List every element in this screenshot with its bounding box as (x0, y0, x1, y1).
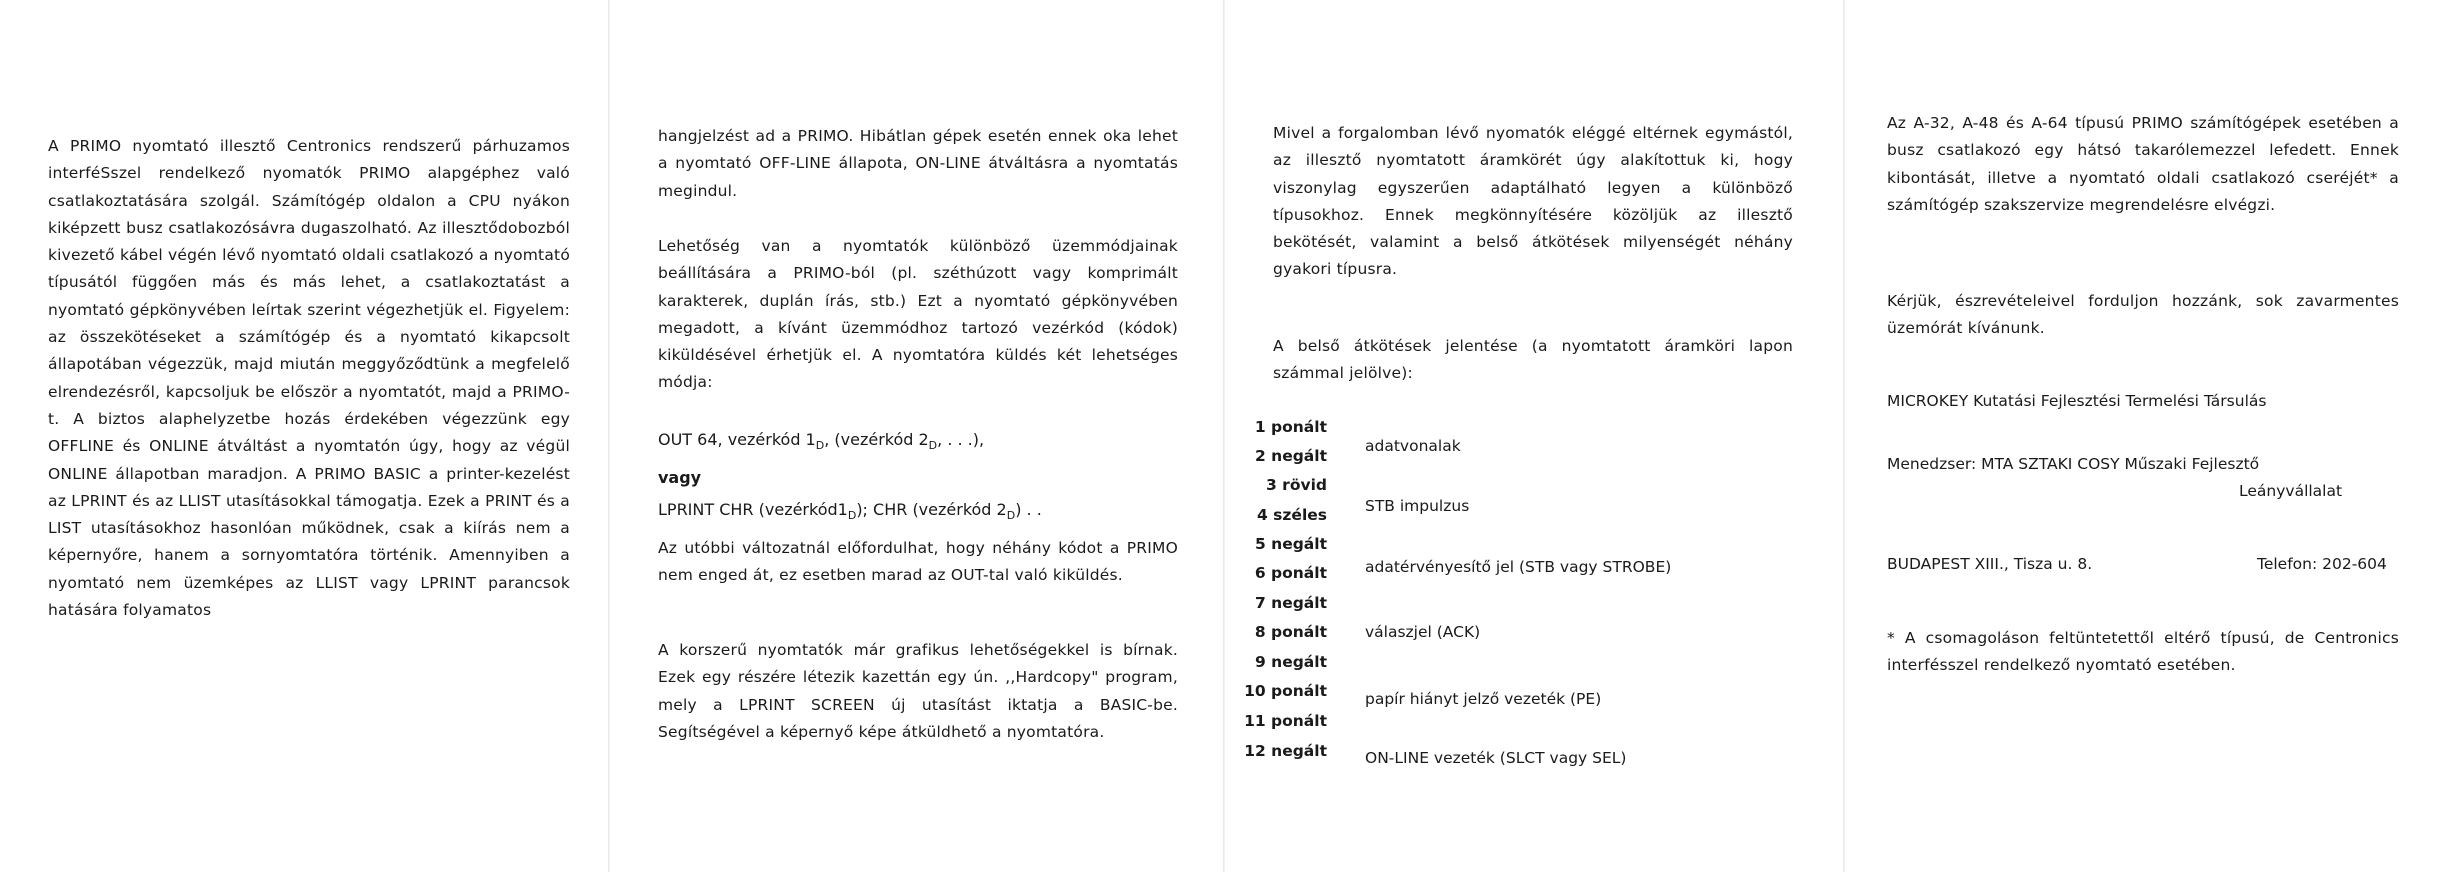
phone: Telefon: 202-604 (2257, 555, 2387, 573)
footnote: * A csomagoláson feltüntetettől eltérő típusú, de Centronics interfésszel rendelkező nyomtató esetében. (1887, 629, 2399, 675)
jumper-item: 2 negált (1254, 447, 1327, 465)
paragraph-adapt: Mivel a forgalomban lévő nyomatók eléggé eltérnek egymástól, az illesztő nyomtatott áramkörét úgy alakítottuk ki, hogy viszonylag egyszerűen adaptálható legyen a különböző típusokhoz. Ennek megkönnyítésére közöljük az illesztő bekötését, valamint a belső átkötések milyenségét néhány gyakori típusra. (1273, 124, 1793, 279)
jumper-item: 11 ponált (1244, 712, 1327, 730)
jumper-item: 9 negált (1254, 653, 1327, 671)
distributor-line-2: Leányvállalat (2239, 482, 2343, 500)
code-out-line: OUT 64, vezérkód $1_D$, (vezérkód $2_D$, . . .), (658, 430, 985, 453)
jumper-item: 10 ponált (1244, 682, 1327, 700)
paragraph-feedback: Kérjük, észrevételeivel forduljon hozzánk, sok zavarmentes üzemórát kívánunk. (1887, 292, 2399, 338)
panel-1 (0, 0, 610, 872)
or-label: vagy (658, 468, 702, 487)
paragraph-beep: hangjelzést ad a PRIMO. Hibátlan gépek esetén ennek oka lehet a nyomtató OFF-LINE állapota, ON-LINE átváltásra a nyomtatás megindul. (658, 127, 1178, 200)
signal-description: ON-LINE vezeték (SLCT vagy SEL) (1365, 749, 1627, 767)
distributor-line: Menedzser: MTA SZTAKI COSY Műszaki Fejlesztő (1887, 455, 2260, 473)
jumper-item: 4 széles (1257, 506, 1327, 524)
paragraph-graphics: A korszerű nyomtatók már grafikus lehetőségekkel is bírnak. Ezek egy részére létezik kazettán egy ún. ,,Hardcopy" program, mely a LPRINT SCREEN új utasítást iktatja a BASIC-be. Segítségével a képernyő képe átküldhető a nyomtatóra. (658, 641, 1178, 741)
paragraph-bus: Az A-32, A-48 és A-64 típusú PRIMO számítógépek esetében a busz csatlakozó egy hátsó takarólemezzel lefedett. Ennek kibontását, illetve a nyomtató oldali csatlakozó cseréjét* a számítógép szakszervize megrendelésre elvégzi. (1887, 114, 2399, 214)
panel-2 (610, 0, 1225, 872)
signal-description: papír hiányt jelző vezeték (PE) (1365, 690, 1602, 708)
signal-description: adatérvényesítő jel (STB vagy STROBE) (1365, 558, 1672, 576)
jumper-item: 8 ponált (1254, 623, 1327, 641)
panel-3 (1225, 0, 1845, 872)
intro-paragraph: A PRIMO nyomtató illesztő Centronics rendszerű párhuzamos interféSszel rendelkező nyomatók PRIMO alapgéphez való csatlakoztatására szolgál. Számítógép oldalon a CPU nyákon kiképzett busz csatlakozósávra dugaszolható. Az illesztődobozból kivezető kábel végén lévő nyomtató oldali csatlakozó a nyomtató típusától függően más és más lehet, a csatlakoztatást a nyomtató gépkönyvében leírtak szerint végezhetjük el. Figyelem: az összekötéseket a számítógép és a nyomtató kikapcsolt állapotában végezzük, majd miután meggyőződtünk a megfelelő elrendezésről, kapcsoljuk be először a nyomtatót, majd a PRIMO-t. A biztos alaphelyzetbe hozás érdekében végezzünk egy OFFLINE és ONLINE átváltást a nyomtatón úgy, hogy az végül ONLINE állapotban maradjon. A PRIMO BASIC a printer-kezelést az LPRINT és az LLIST utasításokkal támogatja. Ezek a PRINT és a LIST utasításokhoz hasonlóan működnek, csak a kiírás nem a képernyőre, hanem a sornyomtatóra történik. Amennyiben a nyomtató nem üzemképes az LLIST vagy LPRINT parancsok hatására folyamatos (48, 137, 570, 620)
jumper-item: 6 ponált (1254, 564, 1327, 582)
paragraph-modes: Lehetőség van a nyomtatók különböző üzemmódjainak beállítására a PRIMO-ból (pl. széthúzott vagy komprimált karakterek, duplán írás, stb.) Ezt a nyomtató gépkönyvében megadott, a kívánt üzemmódhoz tartozó vezérkód (kódok) kiküldésével érhetjük el. A nyomtatóra küldés két lehetséges módja: (658, 237, 1178, 392)
jumper-item: 7 negált (1254, 594, 1327, 612)
jumper-item: 3 rövid (1266, 476, 1327, 494)
code-lprint-line: LPRINT CHR $(vezérkód1_D)$; CHR (vezérkód $2_D$) . . (658, 500, 1042, 523)
jumper-item: 12 negált (1244, 742, 1327, 760)
jumper-item: 1 ponált (1254, 418, 1327, 436)
signal-description: STB impulzus (1365, 497, 1470, 515)
paragraph-jumpers: A belső átkötések jelentése (a nyomtatott áramköri lapon számmal jelölve): (1273, 337, 1793, 383)
signal-description: adatvonalak (1365, 437, 1461, 455)
panel-4 (1845, 0, 2449, 872)
signal-description: válaszjel (ACK) (1365, 623, 1481, 641)
paragraph-latter: Az utóbbi változatnál előfordulhat, hogy néhány kódot a PRIMO nem enged át, ez esetben marad az OUT-tal való kiküldés. (658, 539, 1178, 585)
address: BUDAPEST XIII., Tisza u. 8. (1887, 555, 2093, 573)
company-name: MICROKEY Kutatási Fejlesztési Termelési Társulás (1887, 392, 2267, 410)
jumper-item: 5 negált (1254, 535, 1327, 553)
